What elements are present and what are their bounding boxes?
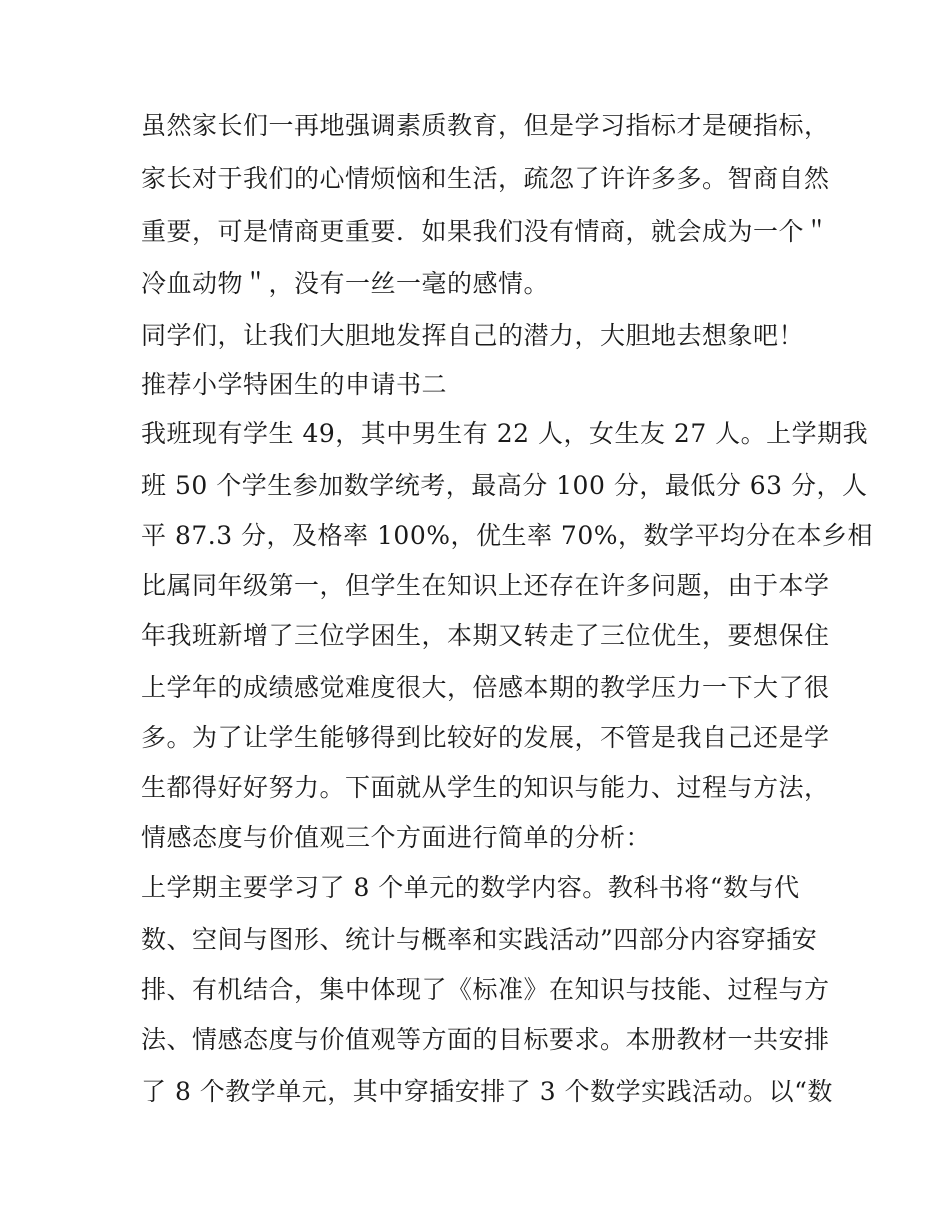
text-line: 我班现有学生 49，其中男生有 22 人，女生友 27 人。上学期我 (141, 419, 869, 448)
text-line: 生都得好好努力。下面就从学生的知识与能力、过程与方法， (141, 773, 830, 802)
text-line: 冷血动物＂，没有一丝一毫的感情。 (141, 269, 550, 298)
text-line: 上学年的成绩感觉难度很大，倍感本期的教学压力一下大了很 (141, 673, 830, 702)
text-line: 虽然家长们一再地强调素质教育，但是学习指标才是硬指标， (141, 111, 830, 140)
text-line: 数、空间与图形、统计与概率和实践活动”四部分内容穿插安 (141, 925, 818, 954)
text-line: 比属同年级第一，但学生在知识上还存在许多问题，由于本学 (141, 571, 830, 600)
text-line: 班 50 个学生参加数学统考，最高分 100 分，最低分 63 分，人 (141, 471, 868, 500)
text-line: 情感态度与价值观三个方面进行简单的分析： (141, 823, 652, 852)
text-line: 年我班新增了三位学困生，本期又转走了三位优生，要想保住 (141, 621, 830, 650)
text-line: 多。为了让学生能够得到比较好的发展，不管是我自己还是学 (141, 723, 830, 752)
text-line: 重要，可是情商更重要．如果我们没有情商，就会成为一个＂ (141, 217, 830, 246)
text-line: 上学期主要学习了 8 个单元的数学内容。教科书将“数与代 (141, 873, 800, 902)
text-line: 排、有机结合，集中体现了《标准》在知识与技能、过程与方 (141, 975, 830, 1004)
text-line: 家长对于我们的心情烦恼和生活，疏忽了许许多多。智商自然 (141, 164, 830, 193)
text-line: 同学们，让我们大胆地发挥自己的潜力，大胆地去想象吧！ (141, 321, 805, 350)
text-line: 法、情感态度与价值观等方面的目标要求。本册教材一共安排 (141, 1025, 830, 1054)
text-line: 平 87.3 分，及格率 100%，优生率 70%，数学平均分在本乡相 (141, 521, 873, 550)
section-heading: 推荐小学特困生的申请书二 (141, 370, 448, 399)
text-line: 了 8 个教学单元，其中穿插安排了 3 个数学实践活动。以“数 (141, 1077, 833, 1106)
